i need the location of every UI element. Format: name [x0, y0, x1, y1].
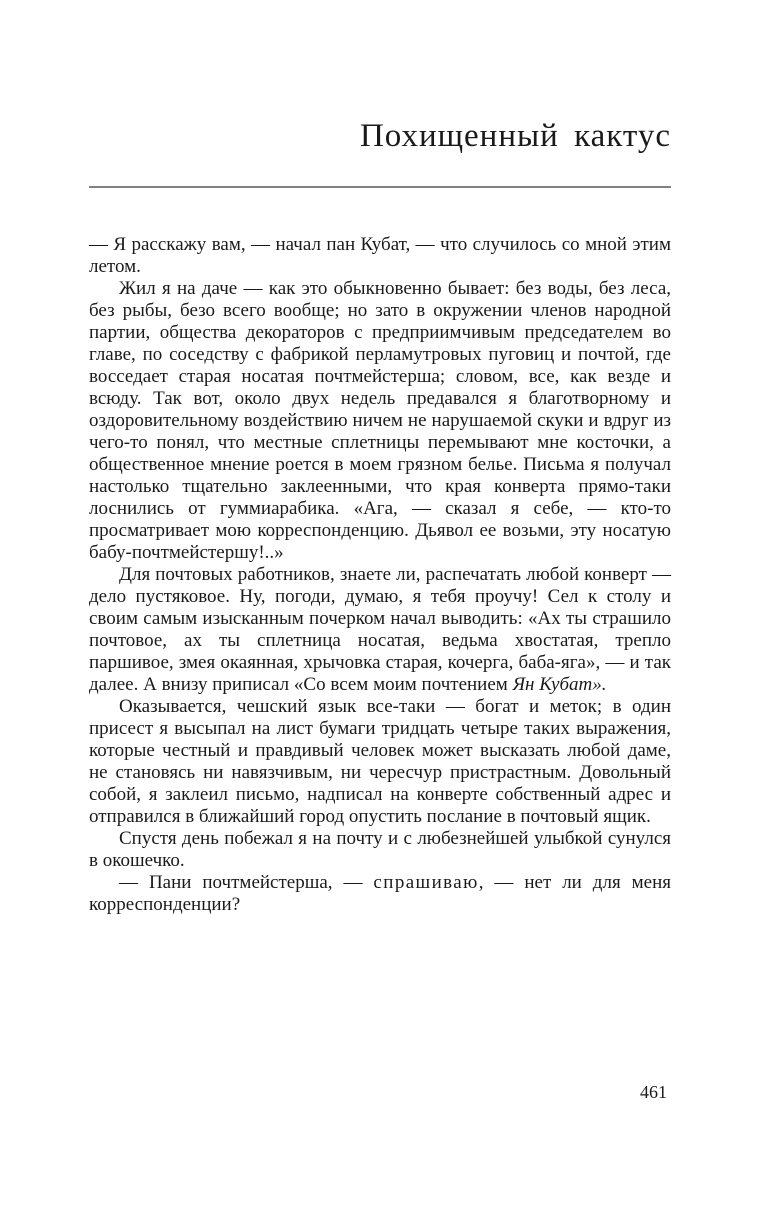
- paragraph-6-spaced-word: спрашиваю: [373, 872, 479, 893]
- page-number: 461: [640, 1082, 667, 1102]
- paragraph-6-before: — Пани почтмейстерша, —: [119, 872, 374, 893]
- paragraph-6-after: , — нет ли для меня корреспонденции?: [89, 872, 671, 915]
- paragraph-1: — Я расскажу вам, — начал пан Кубат, — что случилось со мной этим летом.: [89, 234, 671, 277]
- chapter-body: [89, 234, 671, 916]
- paragraph-2: Жил я на даче — как это обыкновенно бывает: без воды, без леса, без рыбы, безо всего вообще; но зато в окружении членов народной партии, общества декораторов с предприимчивым председателем во главе, по соседству с фабрикой перламутровых пуговиц и почтой, где восседает старая носатая почтмейстерша; словом, все, как везде и всюду. Так вот, около двух недель предавался я благотворному и оздоровительному воздействию ничем не нарушаемой скуки и вдруг из чего-то понял, что местные сплетницы перемывают мне косточки, а общественное мнение роется в моем грязном белье. Письма я получал настолько тщательно заклеенными, что края конверта прямо-таки лоснились от гуммиарабика. «Ага, — сказал я себе, — кто-то просматривает мою корреспонденцию. Дьявол ее возьми, эту носатую бабу-почтмейстершу!..»: [89, 278, 671, 563]
- title-rule: [89, 186, 671, 188]
- paragraph-5: Спустя день побежал я на почту и с любезнейшей улыбкой сунулся в окошечко.: [89, 828, 671, 871]
- paragraph-6: [89, 872, 671, 916]
- chapter-title: Похищенный кактус: [359, 118, 671, 154]
- paragraph-4: Оказывается, чешский язык все-таки — богат и меток; в один присест я высыпал на лист бумаги тридцать четыре таких выражения, которые честный и правдивый человек может высказать любой даме, не становясь ни навязчивым, ни чересчур пристрастным. Довольный собой, я заклеил письмо, надписал на конверте собственный адрес и отправился в ближайший город опустить послание в почтовый ящик.: [89, 696, 671, 827]
- paragraph-3-signature: Ян Кубат».: [512, 674, 607, 695]
- paragraph-3: [89, 564, 671, 696]
- paragraph-3-text: Для почтовых работников, знаете ли, распечатать любой конверт — дело пустяковое. Ну, погоди, думаю, я тебя проучу! Сел к столу и своим самым изысканным почерком начал выводить: «Ах ты страшило почтовое, ах ты сплетница носатая, ведьма хвостатая, трепло паршивое, змея окаянная, хрычовка старая, кочерга, баба-яга», — и так далее. А внизу приписал «Со всем моим почтением: [89, 564, 671, 695]
